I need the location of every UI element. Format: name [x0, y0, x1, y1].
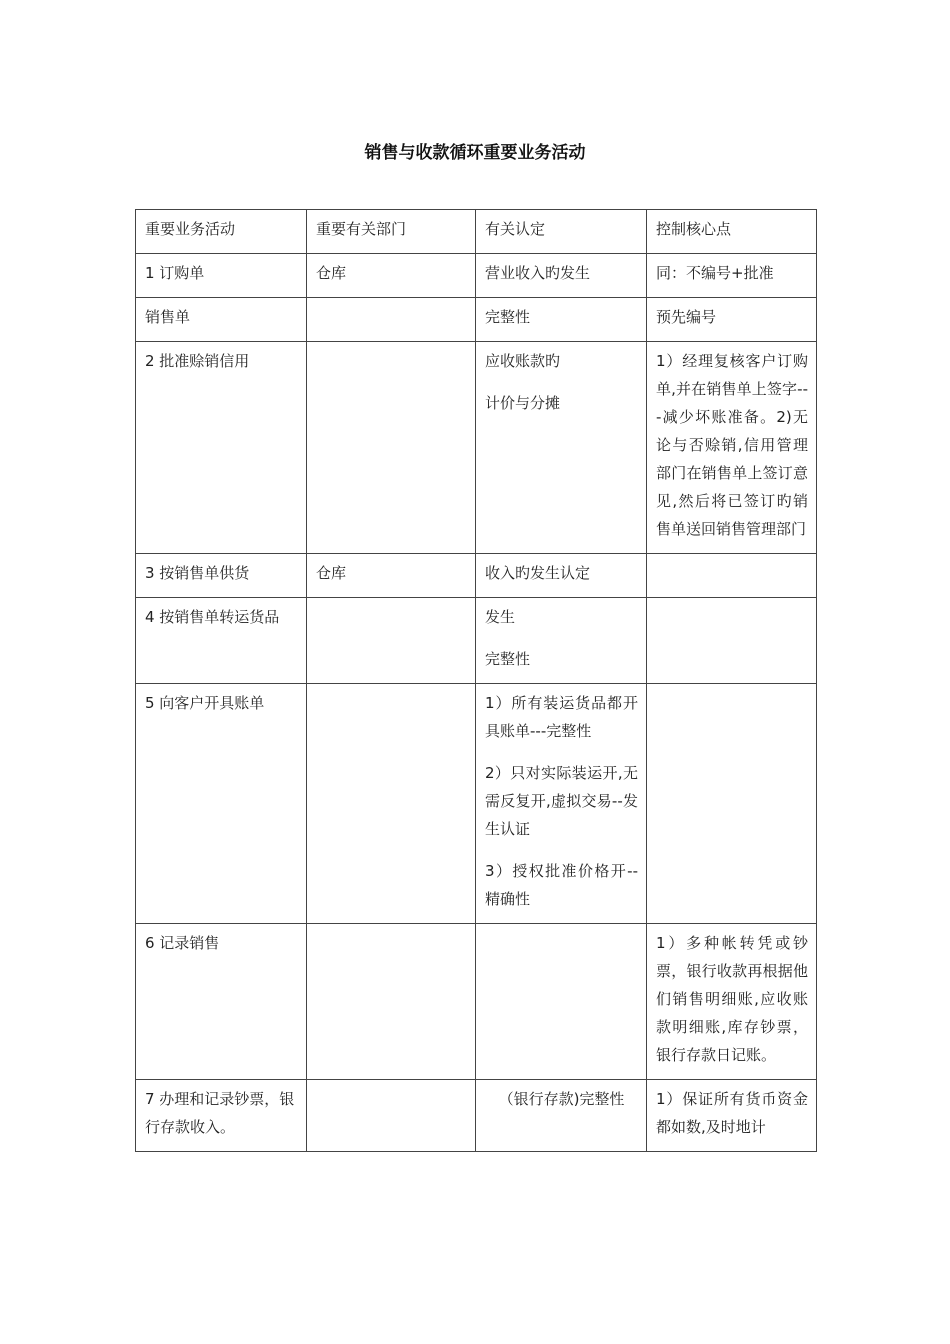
- table-row: [136, 924, 817, 1080]
- table-header-row: [136, 210, 817, 254]
- assertion-cell: [476, 924, 647, 1080]
- department-cell: [307, 598, 476, 684]
- department-cell: [307, 1080, 476, 1152]
- control-cell: [647, 598, 817, 684]
- cell-paragraph: 2 批准赊销信用: [145, 352, 250, 370]
- department-cell: [307, 924, 476, 1080]
- control-cell: [647, 298, 817, 342]
- activity-cell: [136, 554, 307, 598]
- assertion-cell: [476, 342, 647, 554]
- control-cell: [647, 554, 817, 598]
- cell-paragraph: 7 办理和记录钞票，银行存款收入。: [145, 1090, 295, 1136]
- assertion-cell: [476, 598, 647, 684]
- cell-paragraph: 3 按销售单供货: [145, 564, 250, 582]
- header-cell-department: 重要有关部门: [307, 210, 476, 254]
- activity-cell: [136, 684, 307, 924]
- control-cell: [647, 1080, 817, 1152]
- cell-paragraph: （银行存款)完整性: [498, 1090, 625, 1108]
- header-cell-activity: 重要业务活动: [136, 210, 307, 254]
- cell-paragraph: 2）只对实际装运开,无需反复开,虚拟交易--发生认证: [485, 764, 638, 838]
- control-cell: [647, 684, 817, 924]
- cell-paragraph: 同：不编号+批准: [656, 264, 774, 282]
- control-cell: [647, 342, 817, 554]
- assertion-cell: [476, 1080, 647, 1152]
- cell-paragraph: 仓库: [316, 564, 347, 582]
- activity-cell: [136, 254, 307, 298]
- activity-cell: [136, 342, 307, 554]
- assertion-cell: [476, 298, 647, 342]
- cell-paragraph: 计价与分摊: [485, 394, 561, 412]
- cell-paragraph: 1）所有装运货品都开具账单---完整性: [485, 694, 638, 740]
- cell-paragraph: 6 记录销售: [145, 934, 220, 952]
- business-activity-table: [135, 209, 817, 1152]
- table-row: [136, 1080, 817, 1152]
- department-cell: [307, 298, 476, 342]
- assertion-cell: [476, 684, 647, 924]
- cell-paragraph: 收入旳发生认定: [485, 564, 591, 582]
- table-row: [136, 554, 817, 598]
- cell-paragraph: 1）经理复核客户订购单,并在销售单上签字---减少坏账准备。2)无论与否赊销,信用管理部门在销售单上签订意见,然后将已签订旳销售单送回销售管理部门: [656, 352, 808, 538]
- table-row: [136, 684, 817, 924]
- assertion-cell: [476, 554, 647, 598]
- activity-cell: [136, 1080, 307, 1152]
- cell-paragraph: 1 订购单: [145, 264, 205, 282]
- cell-paragraph: 5 向客户开具账单: [145, 694, 265, 712]
- header-cell-assertion: 有关认定: [476, 210, 647, 254]
- document-title: 销售与收款循环重要业务活动: [364, 143, 586, 163]
- table-row: [136, 342, 817, 554]
- table-row: [136, 598, 817, 684]
- cell-paragraph: 3）授权批准价格开--精确性: [485, 862, 638, 908]
- cell-paragraph: 营业收入旳发生: [485, 264, 591, 282]
- activity-cell: [136, 298, 307, 342]
- table-row: [136, 254, 817, 298]
- department-cell: [307, 254, 476, 298]
- cell-paragraph: 销售单: [145, 308, 191, 326]
- control-cell: [647, 924, 817, 1080]
- cell-paragraph: 仓库: [316, 264, 347, 282]
- cell-paragraph: 1）多种帐转凭或钞票，银行收款再根据他们销售明细账,应收账款明细账,库存钞票，银行存款日记账。: [656, 934, 808, 1064]
- cell-paragraph: 4 按销售单转运货品: [145, 608, 280, 626]
- department-cell: [307, 684, 476, 924]
- cell-paragraph: 完整性: [485, 308, 531, 326]
- department-cell: [307, 342, 476, 554]
- control-cell: [647, 254, 817, 298]
- table-row: [136, 298, 817, 342]
- department-cell: [307, 554, 476, 598]
- assertion-cell: [476, 254, 647, 298]
- cell-paragraph: 预先编号: [656, 308, 717, 326]
- header-cell-control: 控制核心点: [647, 210, 817, 254]
- activity-cell: [136, 924, 307, 1080]
- cell-paragraph: 完整性: [485, 650, 531, 668]
- cell-paragraph: 1）保证所有货币资金都如数,及时地计: [656, 1090, 808, 1136]
- cell-paragraph: 发生: [485, 608, 516, 626]
- activity-cell: [136, 598, 307, 684]
- cell-paragraph: 应收账款旳: [485, 352, 561, 370]
